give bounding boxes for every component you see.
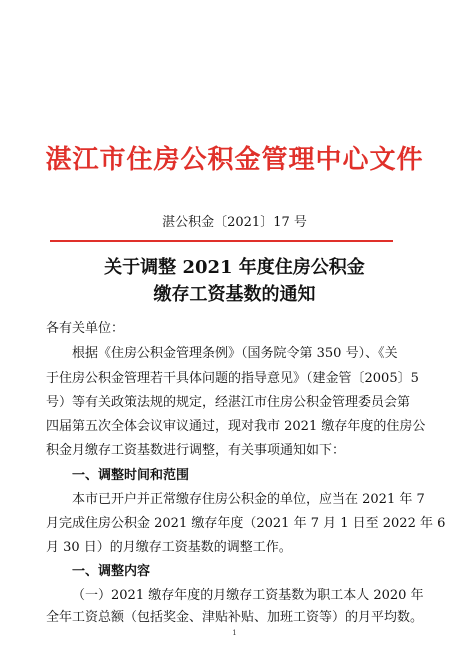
document-number: 湛公积金〔2021〕17 号: [162, 215, 307, 230]
intro-line: 根据《住房公积金管理条例》（国务院令第 350 号）、《关: [72, 346, 398, 361]
section-1-line: 本市已开户并正常缴存住房公积金的单位，应当在 2021 年 7: [72, 492, 425, 507]
intro-line: 积金月缴存工资基数进行调整，有关事项通知如下：: [46, 443, 346, 458]
section-1-line: 月完成住房公积金 2021 缴存年度（2021 年 7 月 1 日至 2022 年 6: [46, 516, 446, 531]
section-2-heading: 一、调整内容: [72, 564, 151, 579]
page-number: 1: [232, 629, 237, 637]
org-header-title: 湛江市住房公积金管理中心文件: [45, 145, 424, 175]
notice-title-line-2: 缴存工资基数的通知: [153, 284, 316, 305]
section-2-line: 全年工资总额（包括奖金、津贴补贴、加班工资等）的月平均数。: [46, 610, 424, 625]
section-1-heading: 一、调整时间和范围: [72, 468, 190, 483]
intro-line: 于住房公积金管理若干具体问题的指导意见》（建金管〔2005〕5: [46, 371, 419, 386]
section-2-line: （一）2021 缴存年度的月缴存工资基数为职工本人 2020 年: [72, 588, 424, 603]
red-divider-line: [50, 240, 393, 242]
intro-line: 号）等有关政策法规的规定，经湛江市住房公积金管理委员会第: [46, 395, 411, 410]
section-1-line: 月 30 日）的月缴存工资基数的调整工作。: [46, 540, 292, 555]
notice-title-line-1: 关于调整 2021 年度住房公积金: [104, 257, 365, 278]
salutation: 各有关单位：: [46, 321, 125, 336]
intro-line: 四届第五次全体会议审议通过，现对我市 2021 缴存年度的住房公: [46, 419, 426, 434]
